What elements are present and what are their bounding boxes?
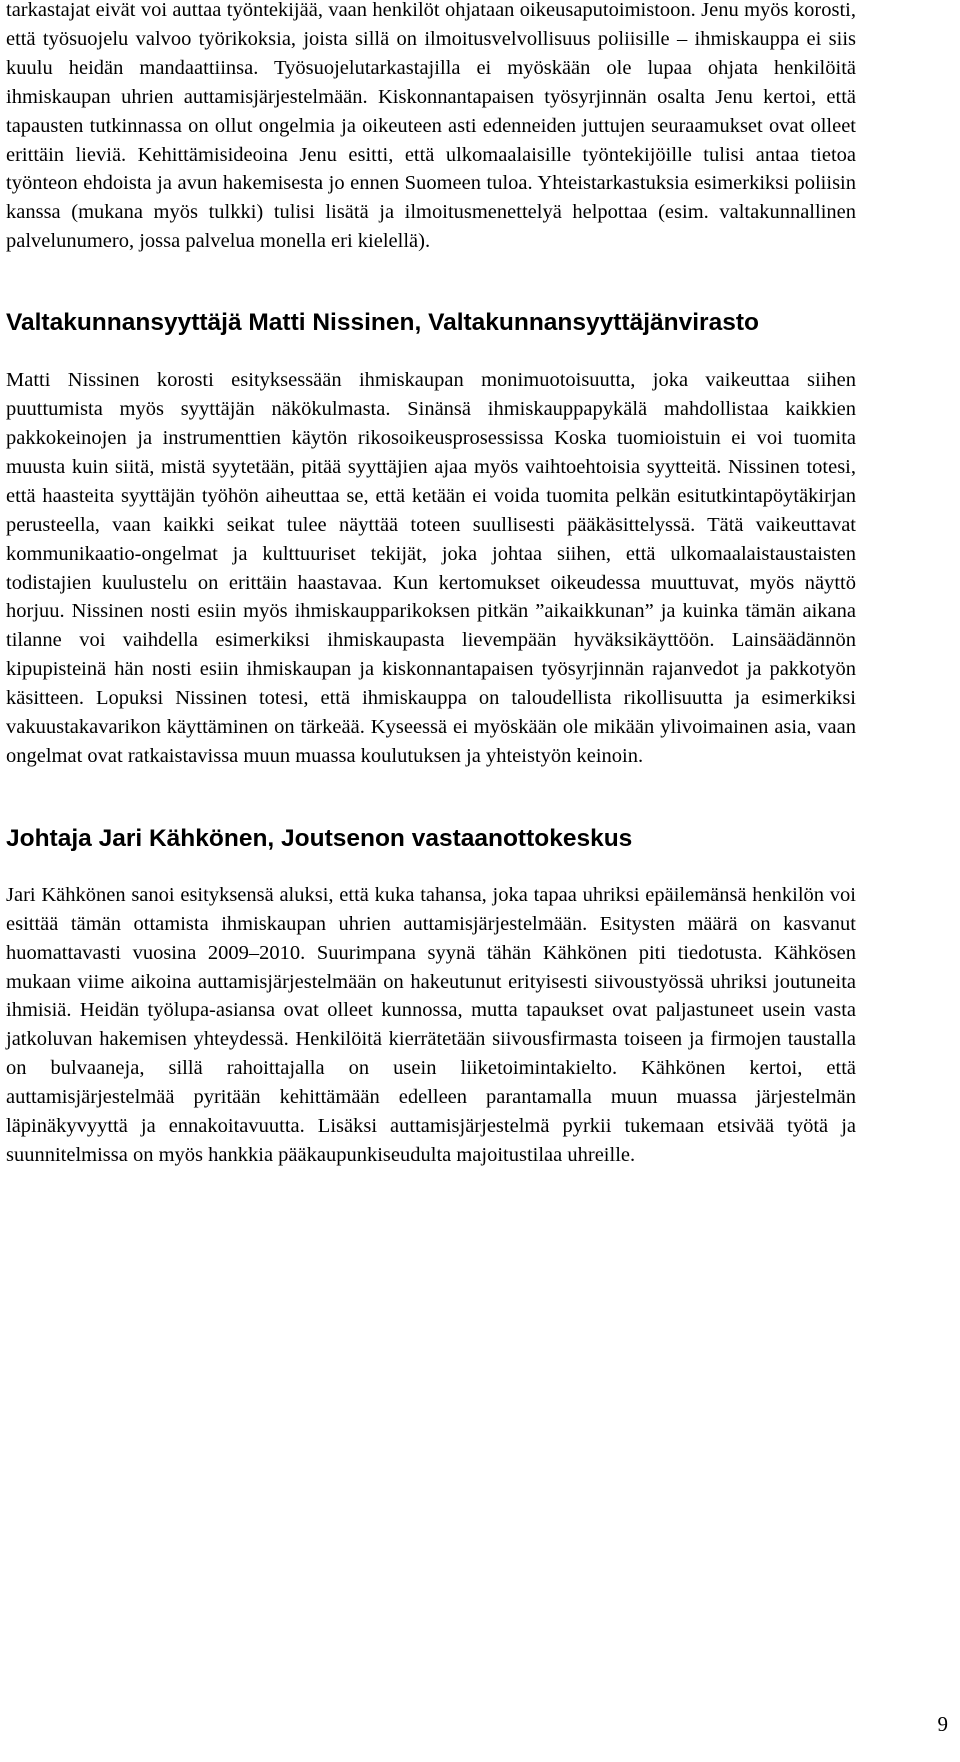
intro-paragraph: tarkastajat eivät voi auttaa työntekijää, vaan henkilöt ohjataan oikeusaputoimistoon. Jenu myös korosti, että työsuojelu valvoo työrikoksia, joista sillä on ilmoitusvelvollisuus poliisille – ihmiskauppa ei siis kuulu heidän mandaattiinsa. Työsuojelutarkastajilla ei myöskään ole lupaa ohjata henkilöitä ihmiskaupan uhrien auttamisjärjestelmään. Kiskonnantapaisen työsyrjinnän osalta Jenu kertoi, että tapausten tutkinnassa on ollut ongelmia ja oikeuteen asti edenneiden juttujen seuraamukset ovat olleet erittäin lieviä. Kehittämisideoina Jenu esitti, että ulkomaalaisille työntekijöille tulisi antaa tietoa työnteon ehdoista ja avun hakemisesta jo ennen Suomeen tuloa. Yhteistarkastuksia esimerkiksi poliisin kanssa (mukana myös tulkki) tulisi lisätä ja ilmoitusmenettelyä helpottaa (esim. valtakunnallinen palvelunumero, jossa palvelua monella eri kielellä).	[6, 0, 856, 253]
section-heading-nissinen: Valtakunnansyyttäjä Matti Nissinen, Valtakunnansyyttäjänvirasto	[6, 309, 759, 337]
section-heading-kahkonen: Johtaja Jari Kähkönen, Joutsenon vastaanottokeskus	[6, 824, 633, 852]
page-number: 9	[937, 1712, 948, 1736]
section-paragraph-kahkonen: Jari Kähkönen sanoi esityksensä aluksi, että kuka tahansa, joka tapaa uhriksi epäilemänsä henkilön voi esittää tämän ottamista ihmiskaupan uhrien auttamisjärjestelmään. Esitysten määrä on kasvanut huomattavasti vuosina 2009–2010. Suurimpana syynä tähän Kähkönen piti tiedotusta. Kähkösen mukaan viime aikoina auttamisjärjestelmään on hakeutunut erityisesti siivoustyössä uhriksi joutuneita ihmisiä. Heidän työlupa-asiansa ovat olleet kunnossa, mutta tapaukset ovat paljastuneet usein vasta jatkoluvan hakemisen yhteydessä. Henkilöitä kierrätetään siivousfirmasta toiseen ja firmojen taustalla on bulvaaneja, sillä rahoittajalla on usein liiketoimintakielto. Kähkönen kertoi, että auttamisjärjestelmää pyritään kehittämään edelleen parantamalla muun muassa järjestelmän läpinäkyvyyttä ja ennakoitavuutta. Lisäksi auttamisjärjestelmä pyrkii tukemaan etsivää työtä ja suunnitelmissa on myös hankkia pääkaupunkiseudulta majoitustilaa uhreille.	[6, 883, 856, 1166]
section-paragraph-nissinen: Matti Nissinen korosti esityksessään ihmiskaupan monimuotoisuutta, joka vaikeuttaa siihen puuttumista myös syyttäjän näkökulmasta. Sinänsä ihmiskauppapykälä mahdollistaa kaikkien pakkokeinojen ja instrumenttien käytön rikosoikeusprosessissa Koska tuomioistuin ei voi tuomita muusta kuin siitä, mistä syytetään, pitää syyttäjien ajaa myös vaihtoehtoisia syytteitä. Nissinen totesi, että haasteita syyttäjän työhön aiheuttaa se, että ketään ei voida tuomita pelkän esitutkintapöytäkirjan perusteella, vaan kaikki seikat tulee näyttää toteen suullisesti pääkäsittelyssä. Tätä vaikeuttavat kommunikaatio-ongelmat ja kulttuuriset tekijät, joka johtaa siihen, että ulkomaalaistaustaisten todistajien kuulustelu on erittäin haastavaa. Kun kertomukset oikeudessa muuttuvat, myös näyttö horjuu. Nissinen nosti esiin myös ihmiskaupparikoksen pitkän ”aikaikkunan” ja kuinka tämän aikana tilanne voi vaihdella esimerkiksi ihmiskaupasta lievempään hyväksikäyttöön. Lainsäädännön kipupisteinä hän nosti esiin ihmiskaupan ja kiskonnantapaisen työsyrjinnän rajanvedot ja pakkotyön käsitteen. Lopuksi Nissinen totesi, että ihmiskauppa on taloudellista rikollisuutta ja esimerkiksi vakuustakavarikon käyttäminen on tärkeää. Kyseessä ei myöskään ole mikään ylivoimainen asia, vaan ongelmat ovat ratkaistavissa muun muassa koulutuksen ja yhteistyön keinoin.	[6, 369, 856, 767]
document-page	[6, 0, 856, 1170]
